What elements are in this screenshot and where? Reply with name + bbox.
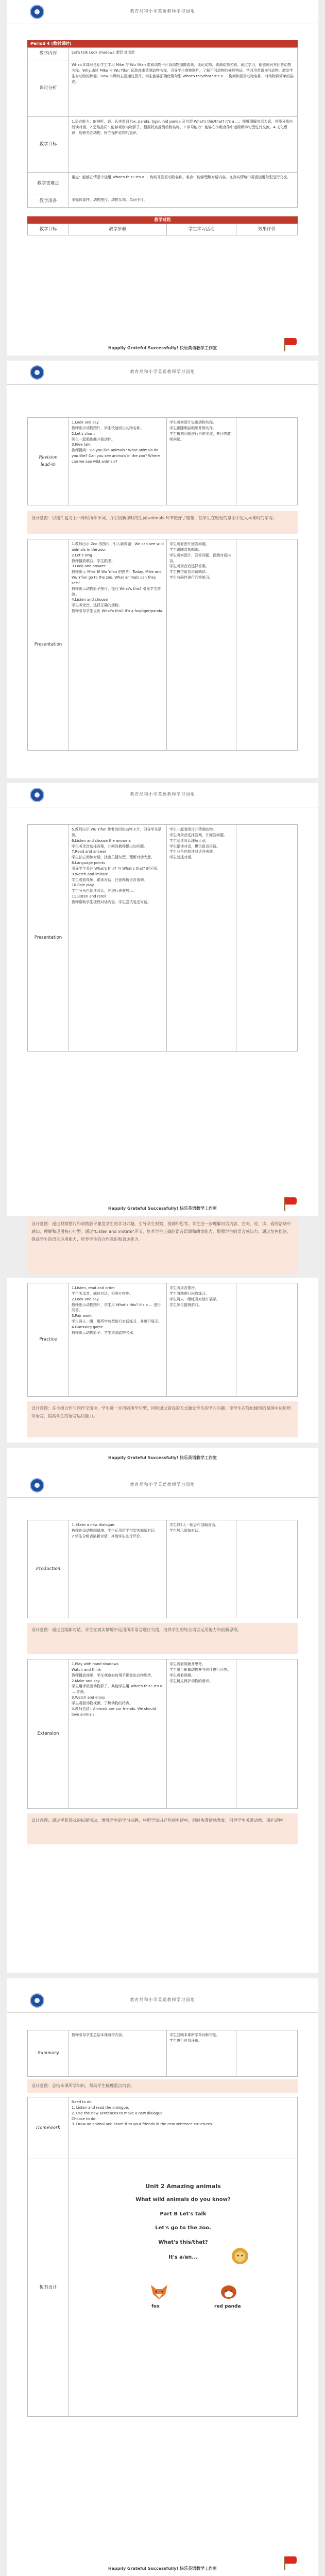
row-value: 重点：能够在情景中运用 What's this? It's a ... 询问并回答动物名称。难点：能够理解对话内容，在真实情境中灵活运用句型进行交流。 (69, 173, 298, 195)
stage-label: Production (28, 1520, 69, 1618)
row-label: 课时分析 (28, 60, 69, 117)
student-activities: 学生观看图片回答问题。 学生跟随音频唱歌。 学生观察图片，回答问题，预测对话内容。 学生听录音后选择答案。 学生模仿语音语调朗读。 学生与同伴进行问答练习。 (167, 539, 236, 751)
production-table (27, 1520, 298, 1618)
col-header: 教学步骤 (69, 224, 167, 235)
teaching-steps: 1.Look and say 教师出示动物图片，学生快速说出动物名称。 2.Let's chant 师生一起唱歌曲并做动作。 3.Free talk 教师提问：Do you like animals? What animals do you like? Can you see animals in the zoo? Where can we see wild animals? (69, 418, 167, 505)
board-word-fox: fox (151, 2304, 160, 2309)
row-value: Let's talk Look shadows 课型 对话课 (69, 48, 298, 60)
process-header-table (27, 224, 298, 235)
stage-label: Revision lead-in (28, 418, 69, 505)
summary-table (27, 2030, 298, 2077)
student-activities: 学生听录音排序。 学生看图进行问答练习。 学生两人一组练习对话并展示。 学生参与猜测游戏。 (167, 1283, 236, 1397)
extension-table (27, 1659, 298, 1809)
board-question: What wild animals do you know? (135, 2197, 231, 2203)
lion-icon (229, 2247, 251, 2265)
flag-icon (284, 338, 298, 346)
design-intent: 设计意图：总结本课所学知识，帮助学生梳理重点内容。 (27, 2079, 298, 2093)
warmup-table (27, 417, 298, 505)
board-line-2: What's this/that? (158, 2239, 208, 2245)
evaluation-cell (236, 1659, 298, 1809)
board-word-red-panda: red panda (214, 2304, 241, 2309)
header-text: 教育局和小学英语教师学习园地 (130, 1997, 195, 2002)
student-activities: 学生回顾本课所学单词和句型。 学生进行自我评价。 (167, 2030, 236, 2077)
student-activities: 学生观看视频并思考。 学生用手影做动物并与同伴进行问答。 学生观看视频。 学生树立保护动物的意识。 (167, 1659, 236, 1809)
row-value: 多媒体课件、动物图片、动物头饰、单词卡片。 (69, 195, 298, 208)
page-5 (7, 1448, 318, 1973)
presentation-table-2 (27, 824, 298, 1052)
row-key-points (28, 173, 298, 195)
col-header: 学生学习活动 (167, 224, 236, 235)
footer-text: Happily Grateful Successfully! 快乐英语教学工作室 (108, 1455, 217, 1460)
row-label: 教学内容 (28, 48, 69, 60)
student-activities: 学生一起看图片并猜测动物。 学生听录音选择答案，并回答问题。 学生阅读对话理解大意。 学生跟读对话，模仿语音语调。 学生分角色朗读对话并表演。 学生复述对话。 (167, 825, 236, 1052)
student-activities: 学生观察图片说出动物名称。 学生跟随歌曲唱歌并做动作。 学生根据问题进行自由交流，并回答教师问题。 (167, 418, 236, 505)
teaching-steps: 1. Make a new dialogue. 教师创设动物园情境，学生运用所学句型创编新对话。 2.学生分组表演新对话，其他学生进行评价。 (69, 1520, 167, 1618)
row-analysis (28, 60, 298, 117)
page-3 (7, 783, 318, 1216)
evaluation-cell (236, 539, 298, 751)
period-bar (27, 40, 298, 47)
page-6 (7, 1978, 318, 2576)
period-title: Period 4 (教材课时) (30, 41, 72, 46)
design-intent: 设计意图：在小组合作与同伴交流中，学生进一步巩固所学句型，同时通过游戏的方式激发学生的学习兴趣，使学生在轻松愉快的氛围中运用所学语言，提高学生的语言运用能力。 (27, 1401, 298, 1437)
process-title-bar (27, 216, 298, 224)
design-intent: 设计意图：以图片复习上一课时所学单词，并引出新课时的生词 animals 环节做好了铺垫，使学生在轻松的氛围中进入本课时的学习。 (27, 511, 298, 534)
page-footer (7, 1195, 318, 1216)
homework-board-table (27, 2097, 298, 2417)
page-header (7, 1989, 318, 2013)
footer-text: Happily Grateful Successfully! 快乐英语教学工作室 (108, 1206, 217, 1211)
page-header (7, 1473, 318, 1498)
teaching-steps: 5.教师出示 Wu Yifan 带着的四张动物卡片，引导学生猜测。 6.Listen and choose the answers 学生听录音选择答案，并回答教师提出的问题。 7.Read and answer 学生独立阅读对话，找出关键句型，理解对话大意。 8.Language points 引导学生关注 What's this? 与 What's that? 的区别。 9.Watch and imitate 学生观看视频，跟读对话，注意模仿语音语调。 10.Role play 学生分角色朗读对话，并进行表演展示。 11.Listen and retell 教师帮助学生梳理对话内容，学生尝试复述对话。 (69, 825, 167, 1052)
evaluation-cell (236, 1283, 298, 1397)
page-4 (7, 1278, 318, 1443)
process-title: 教学过程 (154, 217, 171, 222)
fox-icon (149, 2283, 169, 2300)
col-header: 教学目标 (28, 224, 69, 235)
flag-icon (284, 2556, 298, 2565)
evaluation-cell (236, 825, 298, 1052)
teaching-steps: 1.Listen, read and order 学生听录音，阅读对话，将图片排序。 2.Look and say 教师出示动物图片，学生用 What's this? It's a ... 进行问答。 3.Pair work 学生两人一组，用所学句型进行对话练习，并进行展示。 4.Guessing game 教师出示动物影子，学生猜测动物名称。 (69, 1283, 167, 1397)
row-label: 教学重难点 (28, 173, 69, 195)
homework-content: Need to do: 1. Listen and read the dialogue. 2. Use the new sentences to make a new dialogue. Choose to do: 3. Draw an animal and share it to your friends in the new sentence structures. (69, 2097, 298, 2159)
board-line-3: It's a/an... (168, 2255, 198, 2261)
footer-text: Happily Grateful Successfully! 快乐英语教学工作室 (108, 2566, 217, 2571)
stage-label: Presentation (28, 539, 69, 751)
practice-table (27, 1283, 298, 1397)
board-part: Part B Let's talk (160, 2211, 207, 2217)
blackboard-design (69, 2159, 298, 2417)
row-preparation (28, 195, 298, 208)
design-intent: 设计意图：通过观察图片和动物影子激发学生的学习兴趣，引导学生观察、推测和思考。学生进一步理解对话内容，在听、说、读、看的活动中感知、理解和运用核心句型。通过"Listen and imitate"环节，培养学生正确的语音语调和朗读能力，增强学生的语言感知力。通过角色扮演，提高学生的语言运用能力，培养学生的合作意识和表达能力。 (27, 1217, 298, 1274)
row-label: 教学目标 (28, 117, 69, 173)
lesson-info-table (27, 47, 298, 208)
stage-label: Presentation (28, 825, 69, 1052)
header-text: 教育局和小学英语教师学习园地 (130, 792, 195, 796)
stage-label: Summary (28, 2030, 69, 2077)
row-value: 1.语言能力：能够听、说、认读单词 fox, panda, tiger, red panda 及句型 What's this/that? It's a ...；能够理解对话大意，并能分角色朗读对话。2.思维品质：能够观察动物影子，根据特点推测动物名称。3.学习能力：能够在小组合作中运用所学句型进行交流。4.文化意识：能够关注动物，树立保护动物的意识。 (69, 117, 298, 173)
header-text: 教育局和小学英语教师学习园地 (130, 369, 195, 374)
design-intent: 设计意图：通过创编新对话，学生在真实情境中运用所学语言进行交流，培养学生的综合语言运用能力和创新思维。 (27, 1623, 298, 1654)
page-header (7, 361, 318, 385)
board-unit-title: Unit 2 Amazing animals (145, 2183, 221, 2190)
stage-label: Practice (28, 1283, 69, 1397)
board-line-1: Let's go to the zoo. (155, 2225, 211, 2231)
page-header (7, 783, 318, 807)
row-label: 教学准备 (28, 195, 69, 208)
board-label: 板书设计 (28, 2159, 69, 2417)
teaching-steps: 1.教师出示 Zoo 的图片，引入新课题：We can see wild animals in the zoo. 2.Let's sing 教师播放歌曲，学生跟唱。 3.Look and answer 教师出示 Mike 和 Wu Yifan 的图片：Today, Mike and Wu Yifan go to the zoo. What animals can they see? 教师出示动物影子图片，提问 What's this? 引导学生猜测。 4.Listen and choose 学生听录音，选择正确的动物。 教师引导学生说出 What's this? It's a fox/tiger/panda. (69, 539, 167, 751)
stage-label: Homework (28, 2097, 69, 2159)
page-footer (7, 335, 318, 355)
evaluation-cell (236, 418, 298, 505)
footer-text: Happily Grateful Successfully! 快乐英语教学工作室 (108, 345, 217, 350)
design-intent: 设计意图：通过手影游戏的拓展活动，增强学生的学习兴趣，将所学知识延伸到生活中，同时渗透情感教育，引导学生关爱动物、保护动物。 (27, 1814, 298, 1844)
presentation-table (27, 539, 298, 751)
evaluation-cell (236, 1520, 298, 1618)
page-1 (7, 0, 318, 355)
page-2 (7, 361, 318, 778)
teaching-steps: 教师引导学生总结本课所学内容。 (69, 2030, 167, 2077)
student-activities: 学生以2人一组合作创编对话。 学生展示新编对话。 (167, 1520, 236, 1618)
row-value: What:本课时是让学生学习 Mike 与 Wu Yifan 带着动物卡片到动物园做游戏、谈论动物、猜测动物名称。通过学习，能够询问并回答动物名称。Why:通过 Mike 与 Wu Yifan 玩游戏来猜测动物名称，引导学生观察图片，了解不同动物的外形特征，学习用英语询问动物，激发学生对动物的热爱。How:本课时主要通过图片，学生能够正确使用句型 What's this/that? It's a ... 询问和回答动物名称，对动物做简单的描述。 (69, 60, 298, 117)
page-footer (7, 2555, 318, 2576)
evaluation-cell (236, 2030, 298, 2077)
col-header: 效果评价 (236, 224, 298, 235)
teaching-steps: 1.Play with hand shadows Watch and think 教师播放视频，学生观察如何用手影做出动物形状。 2.Make and say 学生用手做出动物影子，其他学生用 What's this? It's a ... 猜测。 3.Watch and enjoy 学生观看动物视频，了解动物的特点。 4.教师总结：Animals are our friends. We should love animals. (69, 1659, 167, 1809)
flag-icon (284, 1197, 298, 1206)
red-panda-icon (218, 2283, 239, 2300)
row-objectives (28, 117, 298, 173)
page-footer-top (7, 1448, 318, 1468)
stage-label: Extension (28, 1659, 69, 1809)
row-content (28, 48, 298, 60)
header-text: 教育局和小学英语教师学习园地 (130, 1482, 195, 1487)
page-header (7, 0, 318, 24)
header-text: 教育局和小学英语教师学习园地 (130, 9, 195, 13)
